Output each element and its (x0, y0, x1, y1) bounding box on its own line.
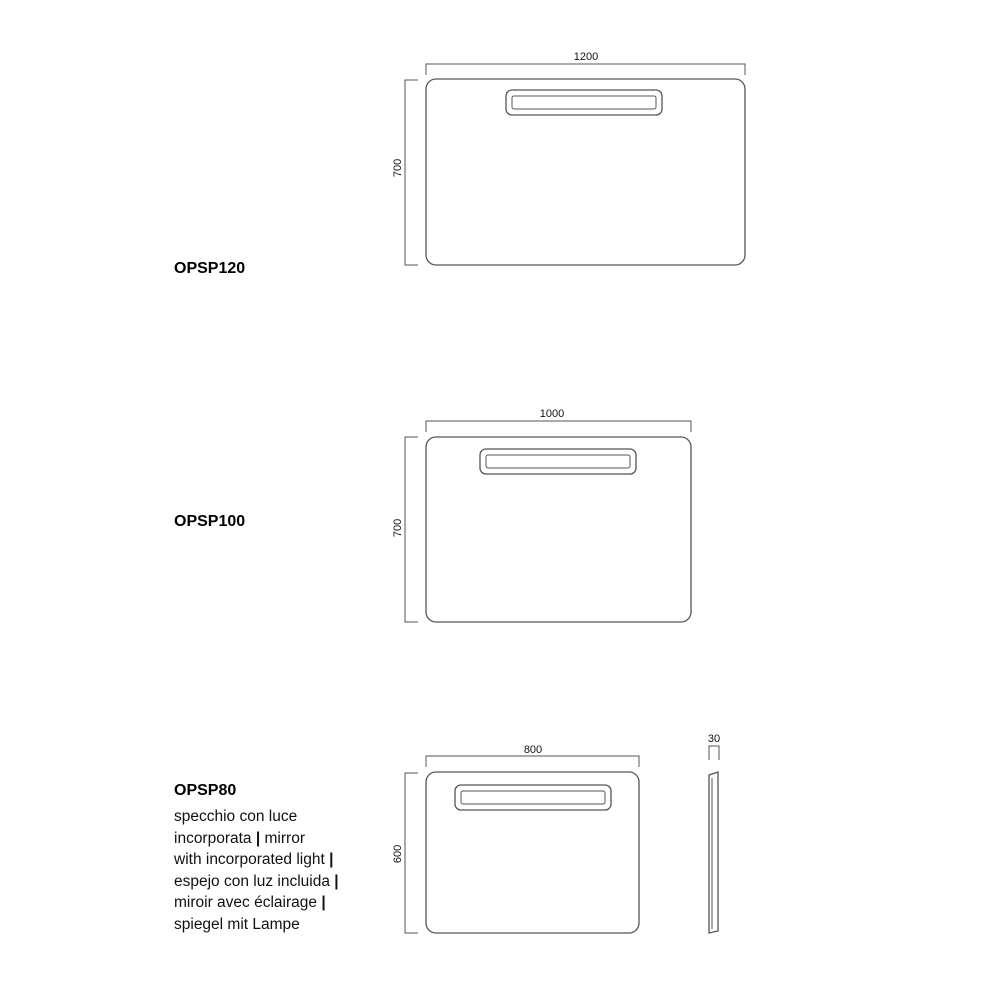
light-panel-outer-opsp100 (480, 449, 636, 474)
separator-bar: | (329, 851, 334, 868)
description-line-5 (174, 892, 339, 914)
width-label-opsp80: 800 (523, 744, 543, 756)
side-view-opsp80 (709, 746, 719, 933)
mirror-opsp100-drawing (405, 421, 691, 622)
light-panel-inner-opsp80 (461, 791, 605, 804)
description-text-2a: incorporata (174, 829, 252, 847)
product-code-opsp100: OPSP100 (174, 513, 246, 530)
description-text-3: with incorporated light (174, 851, 325, 868)
product-code-opsp80: OPSP80 (174, 782, 237, 799)
light-panel-inner-opsp120 (512, 96, 656, 109)
width-dimension-line-opsp100 (426, 421, 691, 432)
mirror-opsp120-drawing (405, 64, 745, 265)
width-label-opsp100: 1000 (539, 408, 565, 420)
description-line-3 (174, 849, 339, 871)
product-description (174, 806, 339, 935)
mirror-outline-opsp80 (426, 772, 639, 933)
description-text-5: miroir avec éclairage (174, 894, 317, 911)
side-profile-outline (709, 772, 718, 933)
width-dimension-line-opsp80 (426, 756, 639, 767)
light-panel-outer-opsp80 (455, 785, 611, 810)
height-label-opsp80: 600 (392, 844, 404, 864)
height-dimension-line-opsp120 (405, 80, 418, 265)
separator-bar: | (321, 894, 326, 911)
description-line-6: spiegel mit Lampe (174, 915, 300, 933)
depth-dimension-line-opsp80 (709, 746, 719, 760)
product-code-opsp120: OPSP120 (174, 260, 246, 277)
height-label-opsp100: 700 (392, 518, 404, 538)
mirror-opsp80-drawing (405, 756, 639, 933)
width-dimension-line-opsp120 (426, 64, 745, 75)
description-line-1: specchio con luce (174, 808, 298, 825)
depth-label-opsp80: 30 (707, 733, 721, 745)
description-line-2 (174, 828, 339, 850)
separator-bar: | (334, 872, 339, 890)
light-panel-outer-opsp120 (506, 90, 662, 115)
light-panel-inner-opsp100 (486, 455, 630, 468)
height-label-opsp120: 700 (392, 158, 404, 178)
width-label-opsp120: 1200 (573, 51, 599, 63)
description-line-4 (174, 871, 339, 893)
separator-bar: | (255, 829, 261, 847)
mirror-outline-opsp120 (426, 79, 745, 265)
mirror-outline-opsp100 (426, 437, 691, 622)
description-text-2b: mirror (264, 829, 305, 847)
description-text-4: espejo con luz incluida (174, 872, 330, 890)
height-dimension-line-opsp100 (405, 437, 418, 622)
height-dimension-line-opsp80 (405, 773, 418, 933)
